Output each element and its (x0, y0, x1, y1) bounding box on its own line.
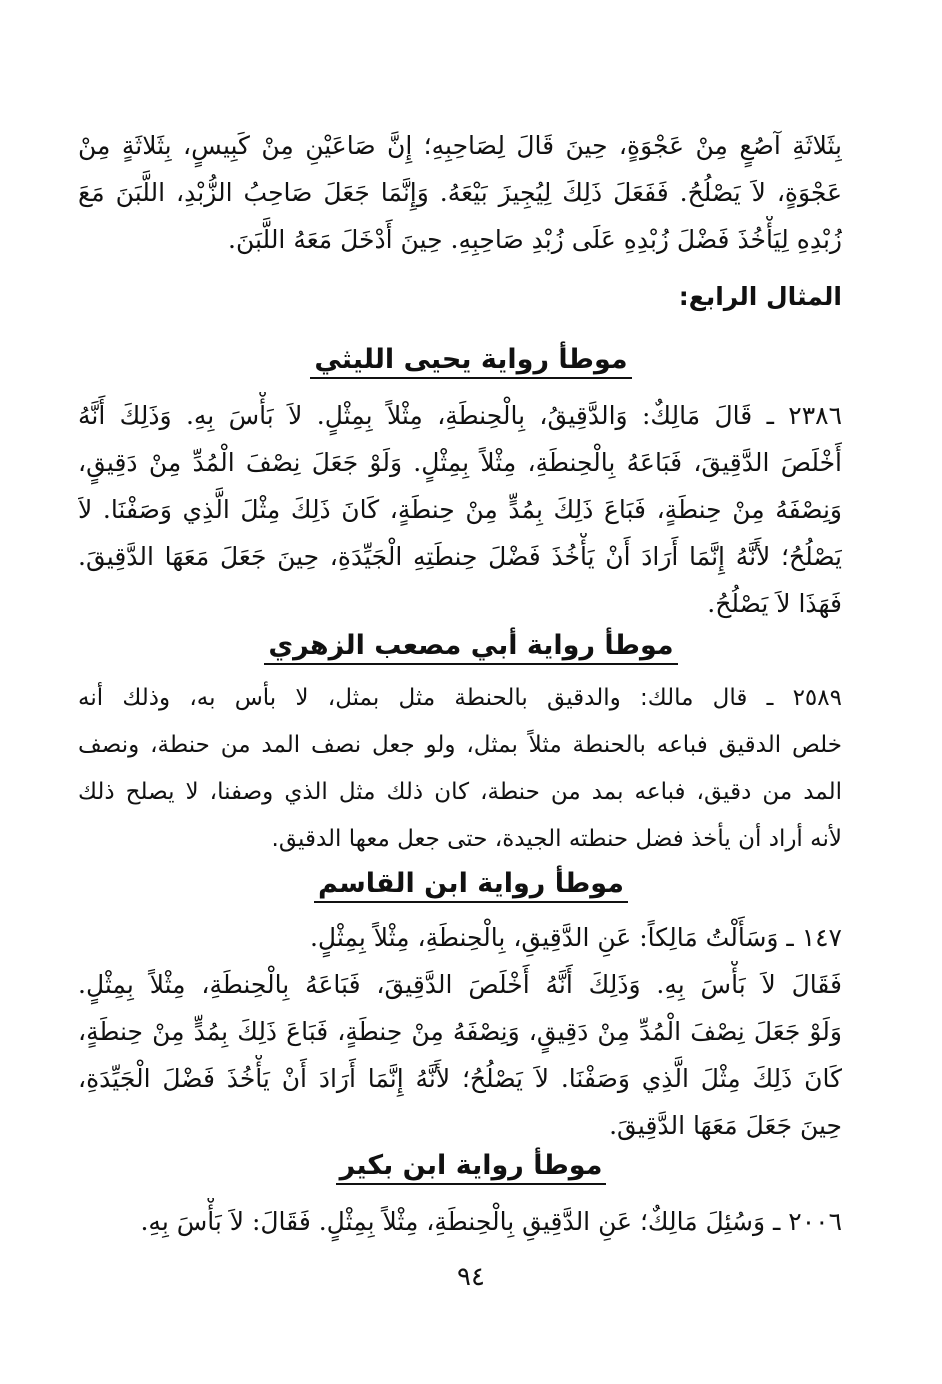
example-label: المثال الرابع: (678, 282, 842, 311)
text-line: فَهَذَا لاَ يَصْلُحُ. (707, 589, 842, 618)
section-heading-abu-musab: موطأ رواية أبي مصعب الزهري (0, 630, 942, 665)
text-line: كَانَ ذَلِكَ مِثْلَ الَّذِي وَصَفْنَا. لاَ يَصْلُحُ؛ لأَنَّهُ إِنَّمَا أَرَادَ أَنْ يَأْخُذَ فَضْلَ الْجَيِّدَةِ، (78, 1064, 842, 1093)
text-line: بِثَلاثَةِ آصُعٍ مِنْ عَجْوَةٍ، حِينَ قَالَ لِصَاحِبِهِ؛ إِنَّ صَاعَيْنِ مِنْ كَبِيسٍ، بِثَلاثَةٍ مِنْ (78, 131, 842, 160)
section-heading-yahya: موطأ رواية يحيى الليثي (0, 344, 942, 379)
intro-paragraph (78, 122, 842, 263)
section-heading-ibn-qasim: موطأ رواية ابن القاسم (0, 868, 942, 903)
section-body-ibn-bukayr (78, 1198, 842, 1245)
text-line: وَلَوْ جَعَلَ نِصْفَ الْمُدِّ مِنْ دَقِيقٍ، وَنِصْفَهُ مِنْ حِنطَةٍ، فَبَاعَ ذَلِكَ بِمُدٍّ مِنْ حِنطَةٍ، (78, 1017, 842, 1046)
text-line: حِينَ جَعَلَ مَعَهَا الدَّقِيقَ. (609, 1111, 842, 1140)
section-body-abu-musab (78, 675, 842, 863)
text-line: زُبْدِهِ لِيَأْخُذَ فَضْلَ زُبْدِهِ عَلَى زُبْدِ صَاحِبِهِ. حِينَ أَدْخَلَ مَعَهُ اللَّبَنَ. (228, 225, 842, 254)
text-line: ١٤٧ ـ وَسَأَلْتُ مَالِكاً: عَنِ الدَّقِيقِ، بِالْحِنطَةِ، مِثْلاً بِمِثْلٍ. (309, 923, 842, 952)
text-line: ٢٥٨٩ ـ قال مالك: والدقيق بالحنطة مثل بمثل، لا بأس به، وذلك أنه (78, 685, 842, 711)
text-line: يَصْلُحُ؛ لأَنَّهُ إِنَّمَا أَرَادَ أَنْ يَأْخُذَ فَضْلَ حِنطَتِهِ الْجَيِّدَةِ، حِينَ جَعَلَ مَعَهَا الدَّقِيقَ. (78, 542, 842, 571)
text-line: ٢٣٨٦ ـ قَالَ مَالِكٌ: وَالدَّقِيقُ، بِالْحِنطَةِ، مِثْلاً بِمِثْلٍ. لاَ بَأْسَ بِهِ. وَذَلِكَ أَنَّهُ (78, 401, 842, 430)
text-line: لأنه أراد أن يأخذ فضل حنطته الجيدة، حتى جعل معها الدقيق. (271, 826, 842, 852)
text-line: أَخْلَصَ الدَّقِيقَ، فَبَاعَهُ بِالْحِنطَةِ، مِثْلاً بِمِثْلٍ. وَلَوْ جَعَلَ نِصْفَ الْمُدِّ مِنْ دَقِيقٍ، (78, 448, 842, 477)
text-line: المد من دقيق، فباعه بمد من حنطة، كان ذلك مثل الذي وصفنا، لا يصلح ذلك (78, 779, 842, 805)
section-body-ibn-qasim (78, 914, 842, 1149)
page-number: ٩٤ (457, 1262, 485, 1292)
text-line: فَقَالَ لاَ بَأْسَ بِهِ. وَذَلِكَ أَنَّهُ أَخْلَصَ الدَّقِيقَ، فَبَاعَهُ بِالْحِنطَةِ، مِثْلاً بِمِثْلٍ. (78, 970, 842, 999)
text-line: ٢٠٠٦ ـ وَسُئِلَ مَالِكٌ؛ عَنِ الدَّقِيقِ بِالْحِنطَةِ، مِثْلاً بِمِثْلٍ. فَقَالَ: لاَ بَأْسَ بِهِ. (140, 1207, 842, 1236)
text-line: عَجْوَةٍ، لاَ يَصْلُحُ. فَفَعَلَ ذَلِكَ لِيُجِيزَ بَيْعَهُ. وَإِنَّمَا جَعَلَ صَاحِبُ الزُّبْدِ، اللَّبَنَ مَعَ (78, 178, 842, 207)
section-body-yahya (78, 392, 842, 627)
section-heading-ibn-bukayr: موطأ رواية ابن بكير (0, 1150, 942, 1185)
text-line: وَنِصْفَهُ مِنْ حِنطَةٍ، فَبَاعَ ذَلِكَ بِمُدٍّ مِنْ حِنطَةٍ، كَانَ ذَلِكَ مِثْلَ الَّذِي وَصَفْنَا. لاَ (78, 495, 842, 524)
text-line: خلص الدقيق فباعه بالحنطة مثلاً بمثل، ولو جعل نصف المد من حنطة، ونصف (78, 732, 842, 758)
